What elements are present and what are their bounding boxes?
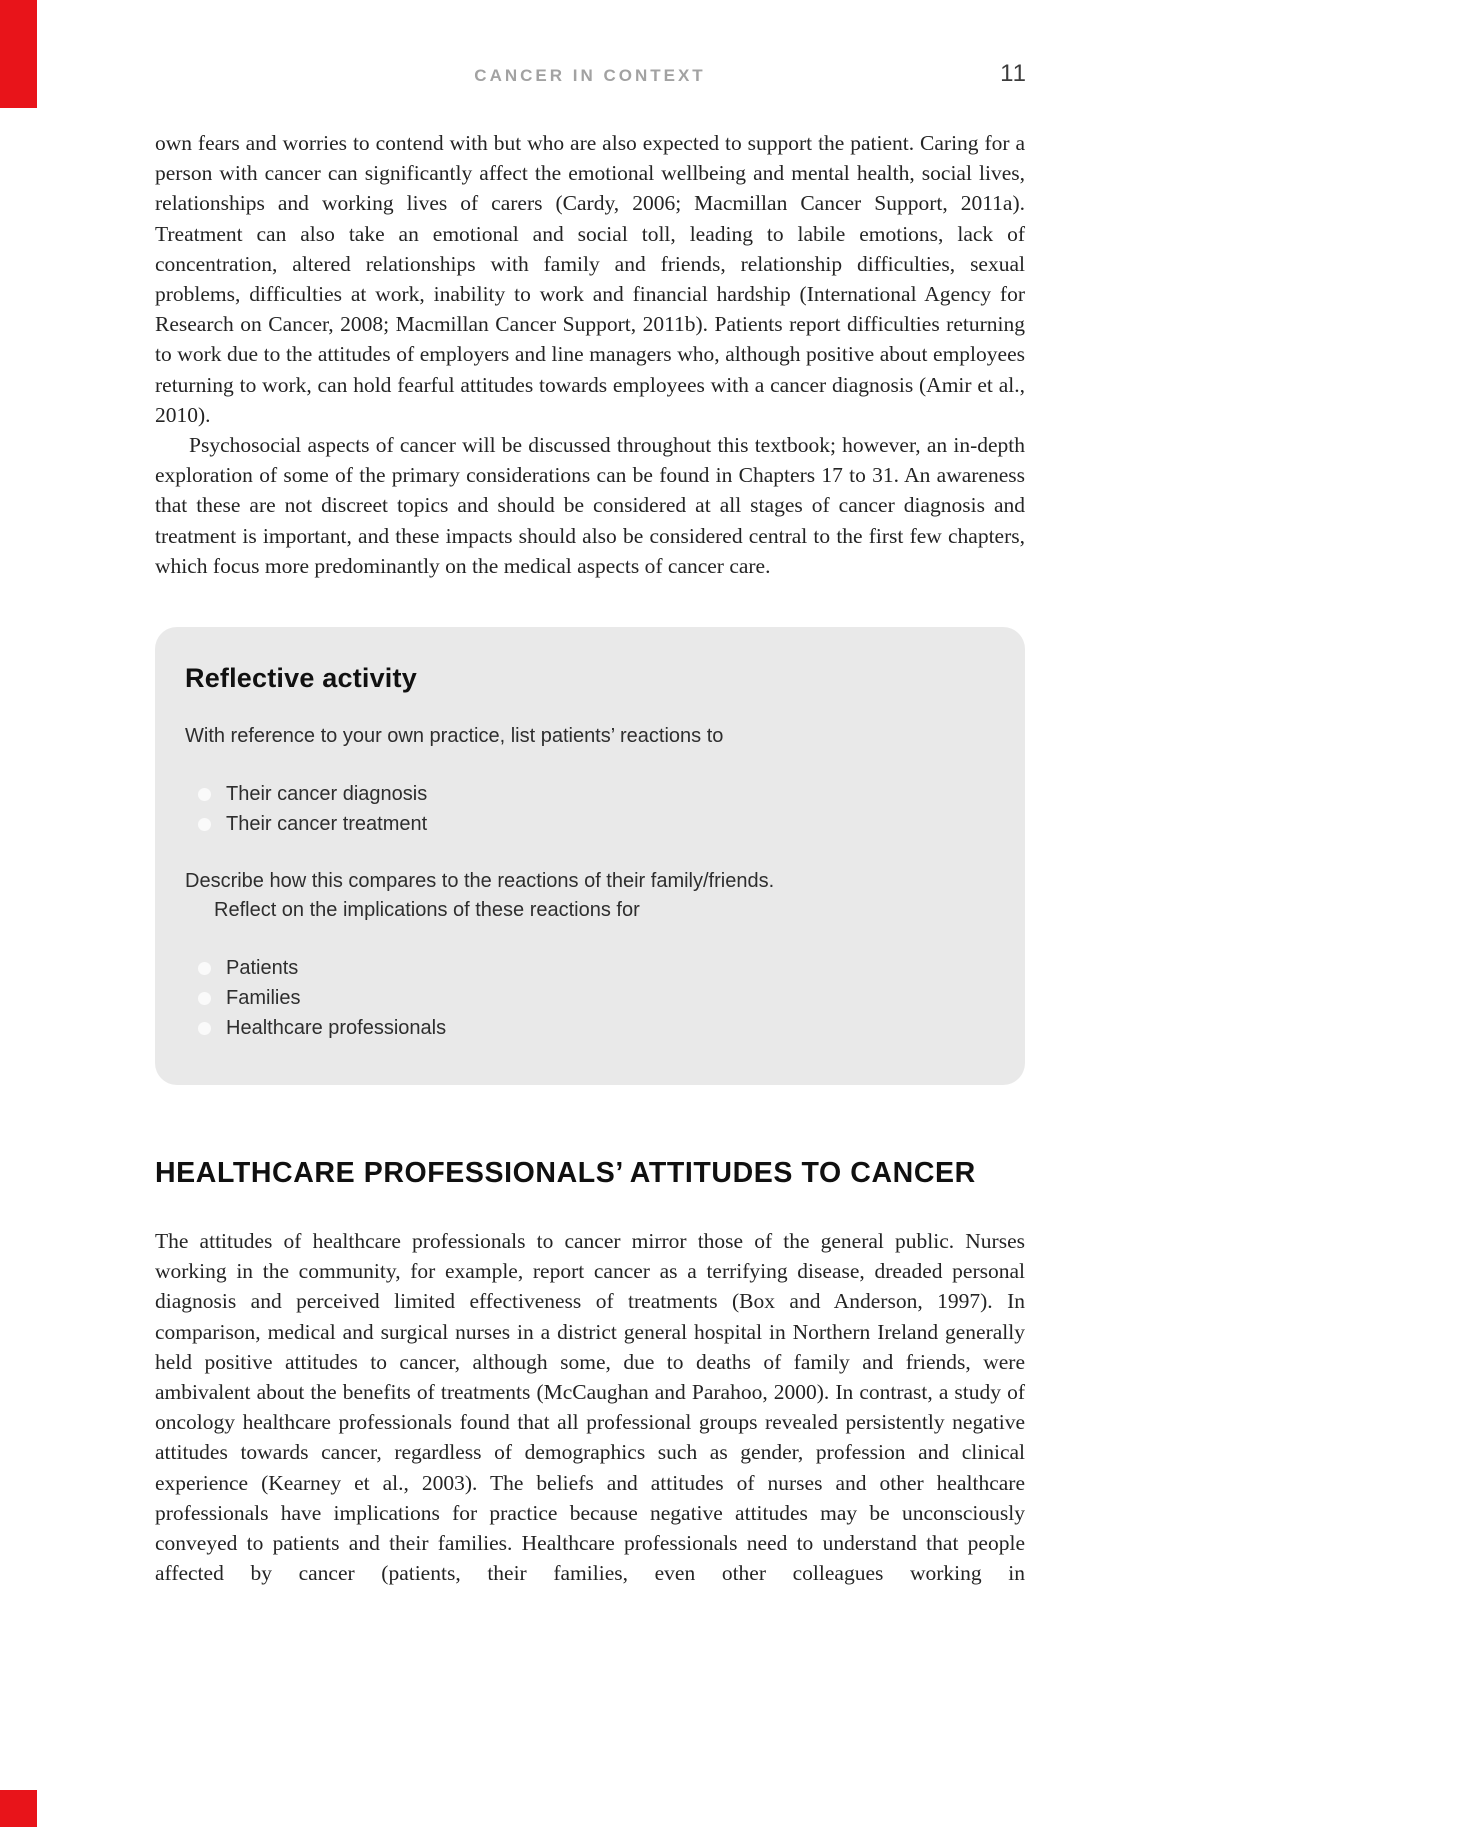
reflective-activity-box [155, 627, 1025, 1085]
reactions-bullet-list [185, 779, 985, 839]
bullet-icon [198, 1022, 211, 1035]
bullet-icon [198, 788, 211, 801]
red-accent-bar-top [0, 0, 37, 108]
list-item-label: Patients [226, 957, 299, 980]
list-item-label: Families [226, 987, 301, 1010]
red-accent-bar-bottom [0, 1790, 37, 1827]
list-item [185, 953, 985, 983]
running-header [155, 60, 1027, 94]
list-item [185, 983, 985, 1013]
list-item [185, 809, 985, 839]
list-item-label: Their cancer treatment [226, 813, 428, 836]
running-title: CANCER IN CONTEXT [474, 66, 706, 85]
page-content [155, 0, 1025, 1588]
bullet-icon [198, 962, 211, 975]
list-item-label: Healthcare professionals [226, 1017, 447, 1040]
compare-line: Describe how this compares to the reactions of their family/friends. [185, 870, 775, 893]
reflective-activity-title: Reflective activity [185, 663, 417, 694]
paragraph-psychosocial: Psychosocial aspects of cancer will be discussed throughout this textbook; however, an in-depth exploration of some of the primary considerations can be found in Chapters 17 to 31. An awareness that these are not discreet topics and should be considered at all stages of cancer diagnosis and treatment is important, and these impacts should also be considered central to the first few chapters, which focus more predominantly on the medical aspects of cancer care. [155, 433, 1025, 578]
bullet-icon [198, 818, 211, 831]
page-number: 11 [1000, 60, 1027, 87]
list-item-label: Their cancer diagnosis [226, 783, 428, 806]
implications-bullet-list [185, 953, 985, 1043]
reflect-line: Reflect on the implications of these reactions for [214, 899, 640, 922]
paragraph-attitudes: The attitudes of healthcare professionals to cancer mirror those of the general public. Nurses working in the community, for example, report cancer as a terrifying disease, dreaded personal diagnosis and perceived limited effectiveness of treatments (Box and Anderson, 1997). In comparison, medical and surgical nurses in a district general hospital in Northern Ireland generally held positive attitudes to cancer, although some, due to deaths of family and friends, were ambivalent about the benefits of treatments (McCaughan and Parahoo, 2000). In contrast, a study of oncology healthcare professionals found that all professional groups revealed persistently negative attitudes towards cancer, regardless of demographics such as gender, profession and clinical experience (Kearney et al., 2003). The beliefs and attitudes of nurses and other healthcare professionals have implications for practice because negative attitudes may be unconsciously conveyed to patients and their families. Healthcare professionals need to understand that people affected by cancer (patients, their families, even other colleagues working in [155, 1229, 1025, 1586]
list-item [185, 779, 985, 809]
reflective-intro-line: With reference to your own practice, list patients’ reactions to [185, 725, 724, 748]
paragraph-continuation: own fears and worries to contend with but who are also expected to support the patient. Caring for a person with cancer can significantly affect the emotional wellbeing and mental health, social lives, relationships and working lives of carers (Cardy, 2006; Macmillan Cancer Support, 2011a). Treatment can also take an emotional and social toll, leading to labile emotions, lack of concentration, altered relationships with family and friends, relationship difficulties, sexual problems, difficulties at work, inability to work and financial hardship (International Agency for Research on Cancer, 2008; Macmillan Cancer Support, 2011b). Patients report difficulties returning to work due to the attitudes of employers and line managers who, although positive about employees returning to work, can hold fearful attitudes towards employees with a cancer diagnosis (Amir et al., 2010). [155, 131, 1025, 427]
bullet-icon [198, 992, 211, 1005]
list-item [185, 1013, 985, 1043]
section-heading: HEALTHCARE PROFESSIONALS’ ATTITUDES TO CANCER [155, 1157, 976, 1190]
